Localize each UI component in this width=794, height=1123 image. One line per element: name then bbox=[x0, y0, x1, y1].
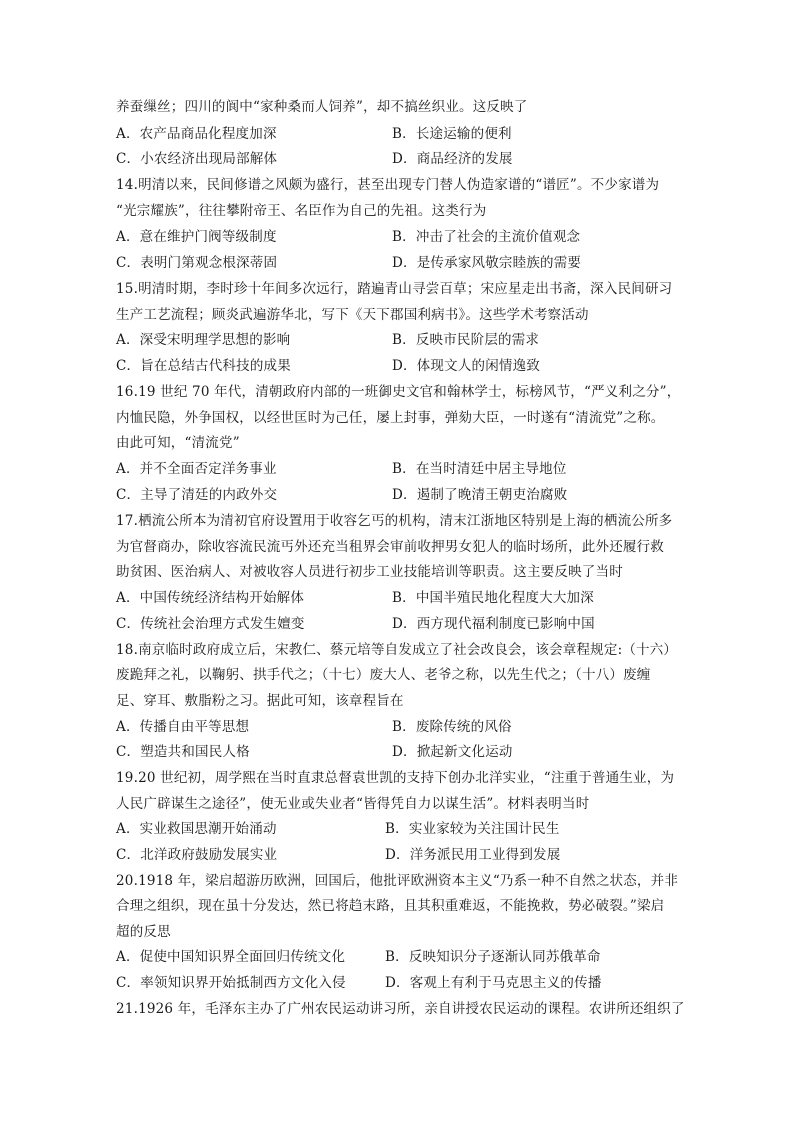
option-14-b: B．冲击了社会的主流价值观念 bbox=[392, 229, 581, 245]
option-20-a: A．促使中国知识界全面回归传统文化 bbox=[116, 949, 346, 965]
option-14-d: D．是传承家风敬宗睦族的需要 bbox=[392, 255, 582, 271]
question-19-text: 19.20 世纪初，周学熙在当时直隶总督袁世凯的支持下创办北洋实业，“注重于普通生业，为 bbox=[116, 770, 675, 786]
question-20-text-2: 合理之组织，现在虽十分发达，然已将趋末路，且其积重难返，不能挽救，势必破裂。”梁启 bbox=[116, 898, 665, 914]
option-13-d: D．商品经济的发展 bbox=[392, 151, 513, 167]
option-19-c: C．北洋政府鼓励发展实业 bbox=[116, 847, 278, 863]
question-18-text: 18.南京临时政府成立后，宋教仁、蔡元培等自发成立了社会改良会，该会章程规定:（十六） bbox=[116, 642, 678, 658]
option-18-c: C．塑造共和国民人格 bbox=[116, 744, 250, 760]
question-17-text: 17.栖流公所本为清初官府设置用于收容乞丐的机构，清末江浙地区特别是上海的栖流公所多 bbox=[116, 513, 673, 529]
question-17-text-3: 助贫困、医治病人、对被收容人员进行初步工业技能培训等职责。这主要反映了当时 bbox=[116, 564, 623, 580]
option-13-a: A．农产品商品化程度加深 bbox=[116, 126, 277, 142]
question-13-text: 养蚕缫丝；四川的阆中“家种桑而人饲养”，却不搞丝织业。这反映了 bbox=[116, 99, 528, 115]
option-16-b: B．在当时清廷中居主导地位 bbox=[392, 461, 567, 477]
option-20-c: C．率领知识界开始抵制西方文化入侵 bbox=[116, 975, 346, 991]
option-15-d: D．体现文人的闲情逸致 bbox=[392, 358, 541, 374]
option-13-b: B．长途运输的便利 bbox=[392, 126, 512, 142]
option-16-a: A．并不全面否定洋务事业 bbox=[116, 461, 277, 477]
option-15-a: A．深受宋明理学思想的影响 bbox=[116, 332, 291, 348]
option-13-c: C．小农经济出现局部解体 bbox=[116, 151, 278, 167]
question-16-text-2: 内恤民隐，外争国权，以经世匡时为己任，屡上封事，弹劾大臣，一时遂有“清流党”之称。 bbox=[116, 410, 665, 426]
option-16-d: D．遏制了晚清王朝吏治腐败 bbox=[392, 487, 568, 503]
option-17-d: D．西方现代福利制度已影响中国 bbox=[392, 616, 595, 632]
question-18-text-3: 足、穿耳、敷脂粉之习。据此可知，该章程旨在 bbox=[116, 693, 404, 709]
question-17-text-2: 为官督商办，除收容流民流丐外还充当租界会审前收押男女犯人的临时场所，此外还履行救 bbox=[116, 539, 664, 555]
option-20-b: B．反映知识分子逐渐认同苏俄革命 bbox=[385, 949, 601, 965]
question-21-text: 21.1926 年，毛泽东主办了广州农民运动讲习所，亲自讲授农民运动的课程。农讲所还组织了 bbox=[116, 1001, 685, 1017]
question-20-text: 20.1918 年，梁启超游历欧洲，回国后，他批评欧洲资本主义“乃系一种不自然之状态，并非 bbox=[116, 873, 679, 889]
question-16-text-3: 由此可知，“清流党” bbox=[116, 435, 240, 451]
option-18-b: B．废除传统的风俗 bbox=[392, 719, 512, 735]
option-17-a: A．中国传统经济结构开始解体 bbox=[116, 590, 305, 606]
option-19-a: A．实业救国思潮开始涌动 bbox=[116, 821, 277, 837]
option-17-c: C．传统社会治理方式发生嬗变 bbox=[116, 616, 305, 632]
option-18-d: D．掀起新文化运动 bbox=[392, 744, 513, 760]
question-14-text-2: “光宗耀族”，往往攀附帝王、名臣作为自己的先祖。这类行为 bbox=[116, 203, 487, 219]
option-19-b: B．实业家较为关注国计民生 bbox=[385, 821, 560, 837]
question-19-text-2: 人民广辟谋生之途径”，使无业或失业者“皆得凭自力以谋生活”。材料表明当时 bbox=[116, 796, 590, 812]
option-15-b: B．反映市民阶层的需求 bbox=[392, 332, 540, 348]
option-20-d: D．客观上有利于马克思主义的传播 bbox=[385, 975, 602, 991]
question-16-text: 16.19 世纪 70 年代，清朝政府内部的一班御史文官和翰林学士，标榜风节，“严义利之分”， bbox=[116, 384, 681, 400]
option-14-c: C．表明门第观念根深蒂固 bbox=[116, 255, 278, 271]
option-16-c: C．主导了清廷的内政外交 bbox=[116, 487, 278, 503]
question-15-text: 15.明清时期，李时珍十年间多次远行，踏遍青山寻尝百草；宋应星走出书斋，深入民间研习 bbox=[116, 281, 673, 297]
option-17-b: B．中国半殖民地化程度大大加深 bbox=[392, 590, 594, 606]
question-20-text-3: 超的反思 bbox=[116, 924, 171, 940]
option-18-a: A．传播自由平等思想 bbox=[116, 719, 250, 735]
option-15-c: C．旨在总结古代科技的成果 bbox=[116, 358, 291, 374]
question-18-text-2: 废跪拜之礼，以鞠躬、拱手代之；（十七）废大人、老爷之称，以先生代之；（十八）废缠 bbox=[116, 667, 651, 683]
option-19-d: D．洋务派民用工业得到发展 bbox=[385, 847, 561, 863]
option-14-a: A．意在维护门阀等级制度 bbox=[116, 229, 277, 245]
question-14-text: 14.明清以来，民间修谱之风颇为盛行，甚至出现专门替人伪造家谱的“谱匠”。不少家谱为 bbox=[116, 177, 660, 193]
question-15-text-2: 生产工艺流程；顾炎武遍游华北，写下《天下郡国利病书》。这些学术考察活动 bbox=[116, 307, 589, 323]
